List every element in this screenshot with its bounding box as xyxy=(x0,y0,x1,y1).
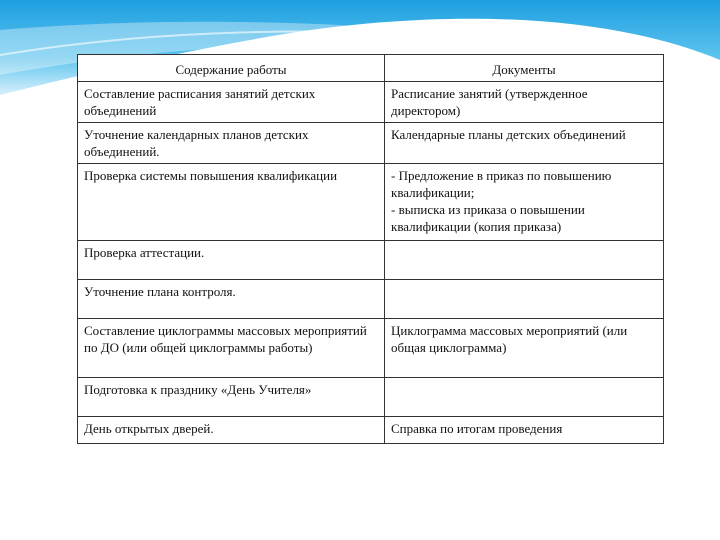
work-documents-table xyxy=(77,54,663,444)
doc-line: Справка по итогам проведения xyxy=(391,421,563,436)
work-cell: День открытых дверей. xyxy=(78,417,385,444)
header-work-content: Содержание работы xyxy=(78,55,385,82)
table-row xyxy=(78,378,664,417)
work-cell: Проверка системы повышения квалификации xyxy=(78,164,385,241)
doc-line: - Предложение в приказ по повышению квалификации; xyxy=(391,168,612,200)
work-cell: Уточнение плана контроля. xyxy=(78,280,385,319)
table-row xyxy=(78,417,664,444)
work-cell: Подготовка к празднику «День Учителя» xyxy=(78,378,385,417)
docs-cell xyxy=(385,280,664,319)
docs-cell xyxy=(385,164,664,241)
docs-cell xyxy=(385,417,664,444)
doc-line: Циклограмма массовых мероприятий (или общая циклограмма) xyxy=(391,323,628,355)
table-row xyxy=(78,319,664,378)
table-row xyxy=(78,123,664,164)
docs-cell xyxy=(385,378,664,417)
doc-line: Расписание занятий (утвержденное директором) xyxy=(391,86,588,118)
docs-cell xyxy=(385,82,664,123)
table-row xyxy=(78,241,664,280)
work-cell: Составление расписания занятий детских объединений xyxy=(78,82,385,123)
docs-cell xyxy=(385,319,664,378)
table-header-row xyxy=(78,55,664,82)
doc-line: Календарные планы детских объединений xyxy=(391,127,626,142)
table-row xyxy=(78,82,664,123)
doc-line: - выписка из приказа о повышении квалификации (копия приказа) xyxy=(391,202,585,234)
work-cell: Уточнение календарных планов детских объединений. xyxy=(78,123,385,164)
docs-cell xyxy=(385,241,664,280)
table-row xyxy=(78,164,664,241)
work-cell: Проверка аттестации. xyxy=(78,241,385,280)
docs-cell xyxy=(385,123,664,164)
table-row xyxy=(78,280,664,319)
header-documents: Документы xyxy=(385,55,664,82)
work-cell: Составление циклограммы массовых мероприятий по ДО (или общей циклограммы работы) xyxy=(78,319,385,378)
